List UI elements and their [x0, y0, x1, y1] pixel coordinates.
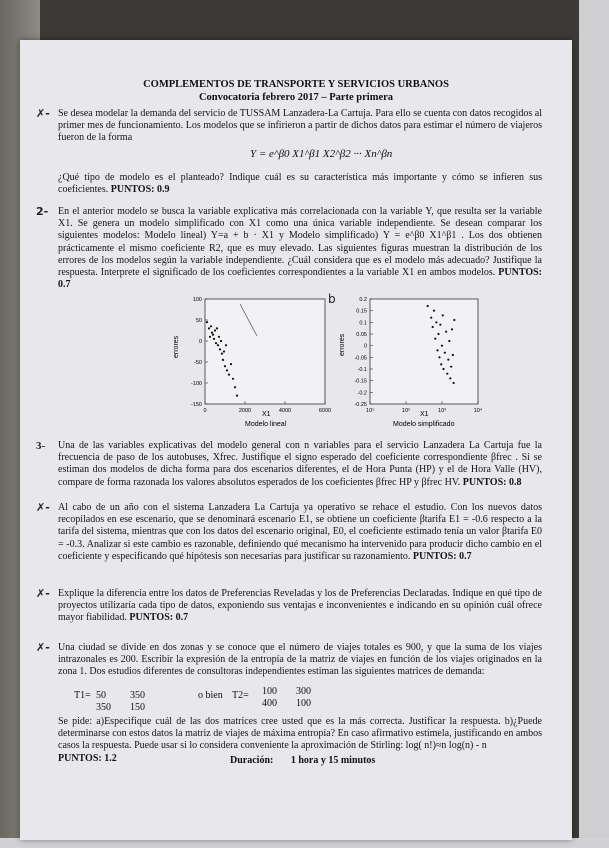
question-3-points: PUNTOS: 0.8 — [462, 476, 522, 488]
plot-simplified-point — [442, 368, 444, 370]
plot-linear-svg — [170, 294, 340, 434]
plot-simplified-xtick-label: 10³ — [438, 408, 446, 414]
plot-linear-point — [209, 336, 211, 338]
plot-simplified-point — [435, 321, 437, 323]
question-4-text: Al cabo de un año con el sistema Lanzadera La Cartuja ya operativo se rehace el estudio. Con los nuevos datos recopilados en ese escenario, que se denominará escenario E1, se obtiene un coeficiente βtarifa E1 = -0.6 respecto a la tarifa del sistema, mientras que con los datos del escenario original, E0, el coeficiente estimado tenía un valor βtarifa E0 = -0.3. Analizar si este cambio es razonable, definiendo qué mecanismo ha intervenido para producir dicho cambio en el coeficiente y especificando qué hipótesis son necesarias para justificar su razonamiento. — [58, 502, 542, 562]
plot-simplified-point — [436, 349, 438, 351]
duration-value: 1 hora y 15 minutos — [290, 755, 376, 766]
question-3-text: Una de las variables explicativas del modelo general con n variables para el servicio Lanzadera La Cartuja fue la frecuencia de paso de los autobuses, Xfrec. Justifique el signo esperado del coeficiente correspondiente βfrec . Si se estiman dos modelos de dicha forma para dos escenarios diferentes, el de Hora Punta (HP) y el de Hora Valle (HV), compare de forma razonada los valores absolutos esperados de los coeficientes βfrec HP y βfrec HV. — [58, 440, 542, 488]
plot-linear-point — [228, 374, 230, 376]
question-5-mark: ✗- — [36, 587, 50, 600]
matrix-t2-r2c2: 100 — [296, 698, 311, 709]
matrix-t2-r1c1: 100 — [262, 686, 277, 697]
question-3 — [36, 440, 542, 489]
plot-simplified-ytick-label: 0.05 — [356, 332, 367, 338]
plot-simplified-ytick-label: -0.25 — [354, 402, 367, 408]
background-right-sheet — [579, 0, 609, 848]
plot-linear-point — [226, 369, 228, 371]
plot-linear-point — [220, 340, 222, 342]
question-1-mark: ✗- — [36, 107, 50, 120]
plot-linear-xlabel: X1 — [262, 411, 271, 418]
question-1-points: PUNTOS: 0.9 — [110, 184, 170, 196]
plot-linear-xtick-label: 2000 — [238, 408, 252, 414]
plot-simplified-xtick-label: 10⁴ — [473, 408, 483, 414]
plot-simplified-point — [452, 354, 454, 356]
question-4-points: PUNTOS: 0.7 — [412, 550, 472, 562]
question-6-text: Una ciudad se divide en dos zonas y se conoce que el número de viajes totales es 900, y que la suma de los viajes intrazonales es 200. Escribir la expresión de la entropía de la matriz de viajes en función de los viajes originados en la zona 1. Dos estudios diferentes de consultoras independientes estiman las siguientes matrices de demanda: — [58, 642, 542, 678]
plot-simplified-point — [438, 356, 440, 358]
plot-linear-point — [224, 365, 226, 367]
question-1-text: Se desea modelar la demanda del servicio de TUSSAM Lanzadera-La Cartuja. Para ello se cuenta con datos recogidos al primer mes de funcionamiento. Los modelos que se infirieron a partir de dichos datos para estimar el número de viajeros fueron de la forma — [58, 108, 542, 144]
plot-simplified-ytick-label: -0.2 — [357, 390, 367, 397]
plot-linear-point — [213, 338, 215, 340]
plot-simplified-ytick-label: -0.05 — [354, 355, 367, 362]
plot-linear-point — [206, 321, 208, 323]
plot-simplified-point — [433, 310, 435, 312]
plot-simplified-ytick-label: 0.1 — [359, 320, 367, 327]
plot-simplified-ylabel: errores — [339, 333, 346, 356]
plot-simplified-point — [441, 345, 443, 347]
plot-linear-ytick-label: -150 — [190, 402, 202, 408]
plot-linear-point — [217, 344, 219, 346]
plot-linear-ytick-label: 0 — [198, 339, 202, 345]
plot-linear-point — [212, 334, 214, 336]
question-5-points: PUNTOS: 0.7 — [129, 612, 189, 624]
plot-linear-point — [211, 332, 213, 334]
plot-simplified-title: Modelo simplificado — [393, 421, 455, 428]
question-4-mark: ✗- — [36, 501, 50, 514]
question-3-mark: 3- — [36, 440, 46, 452]
plot-linear-point — [208, 327, 210, 329]
plot-simplified-xlabel: X1 — [420, 411, 429, 418]
question-4 — [36, 501, 542, 563]
question-5-text: Explique la diferencia entre los datos de Preferencias Reveladas y los de Preferencias Declaradas. Indique en qué tipo de proyectos utilizaría cada tipo de datos, exponiendo sus ventajas e inconvenientes e indicando en su opinión cuál ofrece mayor fiabilidad. — [58, 588, 542, 624]
question-6-points: PUNTOS: 1.2 — [58, 752, 117, 764]
matrix-t1-r1c2: 350 — [130, 690, 145, 701]
plot-simplified-point — [448, 340, 450, 342]
plot-linear-point — [223, 350, 225, 352]
question-5 — [36, 587, 542, 625]
plot-linear-ytick-label: 50 — [195, 318, 202, 324]
plot-linear-ytick-label: -50 — [194, 360, 202, 366]
plot-linear-point — [236, 395, 238, 397]
plot-simplified-point — [434, 338, 436, 340]
plot-linear-point — [230, 363, 232, 365]
plot-linear-point — [214, 329, 216, 331]
matrix-t2-r2c1: 400 — [262, 698, 277, 709]
exam-sheet — [20, 40, 572, 840]
duration-label: Duración: — [230, 755, 274, 766]
question-6 — [36, 641, 542, 679]
plot-simplified-point — [427, 305, 429, 307]
plot-linear-ytick-label: 100 — [192, 297, 202, 303]
matrix-or-label: o bien — [198, 690, 223, 701]
matrix-t1-r2c2: 150 — [130, 702, 145, 713]
plot-linear-ylabel: errores — [173, 335, 180, 358]
matrix-t1-r2c1: 350 — [96, 702, 111, 713]
exam-duration — [230, 755, 375, 766]
plot-linear-point — [234, 386, 236, 388]
plot-simplified-point — [444, 352, 446, 354]
plot-simplified-point — [449, 377, 451, 379]
question-2 — [36, 205, 543, 291]
plot-simplified-xtick-label: 10¹ — [366, 408, 374, 414]
question-1-text2: ¿Qué tipo de modelo es el planteado? Indique cuál es su característica más importante y cómo se infieren sus coeficientes. — [58, 172, 542, 196]
plot-simplified-xtick-label: 10² — [402, 408, 410, 414]
plot-linear-xtick-label: 0 — [203, 408, 207, 414]
plot-linear-xtick-label: 4000 — [278, 408, 292, 414]
plot-linear — [170, 294, 340, 439]
plot-simplified-point — [452, 382, 454, 384]
plot-linear-point — [210, 325, 212, 327]
matrix-t2-label: T2= — [232, 690, 249, 701]
question-1-part2 — [58, 172, 542, 196]
question-6-mark: ✗- — [36, 641, 50, 654]
plot-linear-ytick-label: -100 — [190, 381, 202, 387]
question-2-text: En el anterior modelo se busca la variable explicativa más correlacionada con la variable Y, que resulta ser la variable X1. Se genera un modelo simplificado con X1 como una única variable independiente. Se desean comparar los siguientes modelos: Modelo lineal) Y=a + b · X1 y Modelo simplificado) Y = e^β0 X1^β1 . Los dos obtienen prácticamente el mismo coeficiente R2, que es muy elevado. Las siguientes figuras muestran la distribución de los errores de los modelos según la variable independiente. ¿Cuál considera que es el modelo más adecuado? Justifique la respuesta. Interprete el significado de los coeficientes correspondientes a la variable X1 en ambos modelos. — [58, 206, 542, 279]
plot-linear-point — [216, 327, 218, 329]
plot-linear-point — [221, 353, 223, 355]
exam-header — [20, 78, 572, 104]
plot-simplified-point — [447, 359, 449, 361]
plot-simplified-ytick-label: 0.2 — [359, 297, 367, 303]
plot-simplified-point — [450, 366, 452, 368]
plot-linear-point — [218, 336, 220, 338]
plot-simplified-point — [430, 317, 432, 319]
plot-simplified-point — [442, 314, 444, 316]
plot-linear-point — [225, 344, 227, 346]
plot-linear-annotation: b — [328, 292, 336, 306]
question-2-points: PUNTOS: 0.7 — [58, 267, 543, 291]
exam-subtitle: Convocatoria febrero 2017 – Parte primera — [198, 92, 394, 103]
plot-linear-point — [232, 378, 234, 380]
matrix-t1-label: T1= — [74, 690, 91, 701]
plot-simplified-ytick-label: -0.15 — [354, 378, 367, 385]
plot-linear-point — [219, 348, 221, 350]
plot-simplified-point — [446, 373, 448, 375]
plot-linear-title: Modelo lineal — [245, 421, 287, 428]
question-1-formula: Y = e^β0 X1^β1 X2^β2 ··· Xn^βn — [250, 148, 393, 160]
plot-simplified-point — [439, 324, 441, 326]
plot-simplified-point — [445, 331, 447, 333]
plot-linear-point — [222, 359, 224, 361]
exam-title: COMPLEMENTOS DE TRANSPORTE Y SERVICIOS URBANOS — [143, 79, 449, 90]
question-2-mark: 2- — [36, 205, 49, 218]
plot-simplified-ytick-label: 0.15 — [356, 308, 367, 315]
plot-simplified-point — [437, 333, 439, 335]
plot-linear-point — [215, 342, 217, 344]
question-1 — [36, 107, 542, 145]
plot-linear-xtick-label: 6000 — [318, 408, 332, 414]
plot-simplified-point — [432, 326, 434, 328]
plot-simplified-point — [451, 328, 453, 330]
plot-simplified-ytick-label: 0 — [363, 343, 367, 350]
plot-simplified-ytick-label: -0.1 — [357, 367, 367, 373]
plot-simplified-point — [440, 363, 442, 365]
plot-simplified-frame — [370, 299, 478, 404]
plot-simplified-point — [453, 319, 455, 321]
matrix-t2-r1c2: 300 — [296, 686, 311, 697]
plot-simplified — [338, 294, 488, 439]
matrix-t1-r1c1: 50 — [96, 690, 106, 701]
question-6-text2: Se pide: a)Especifique cuál de las dos matrices cree usted que es la más correcta. Justificar la respuesta. b)¿Puede determinarse con estos datos la matriz de viajes de máxima entropía? En caso afirmativo estímela, justificando en ambos casos la respuesta. Puede usar si lo considera conveniente la aproximación de Stirling: log( n!)≈n log(n) - n — [58, 716, 542, 752]
plot-simplified-svg — [338, 294, 488, 434]
